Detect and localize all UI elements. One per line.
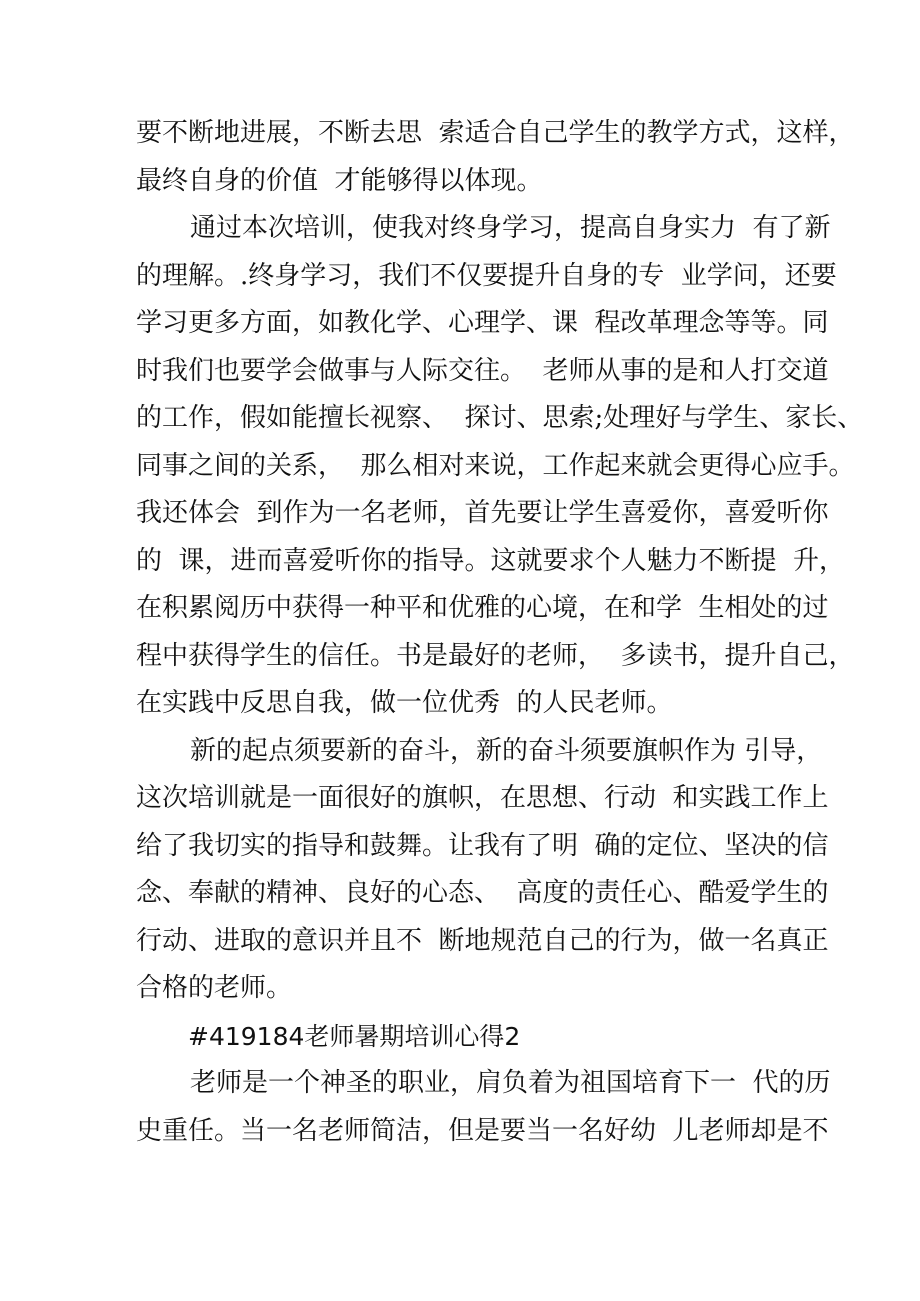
text-line: 在实践中反思自我，做一位优秀 的人民老师。 bbox=[136, 688, 673, 718]
text-line: 的理解。.终身学习，我们不仅要提升自身的专 业学问，还要 bbox=[136, 260, 837, 291]
paragraph bbox=[136, 205, 864, 728]
heading-text: #419184老师暑期培训心得2 bbox=[188, 1021, 521, 1051]
text-line: 的 课，进而喜爱听你的指导。这就要求个人魅力不断提 升， bbox=[136, 545, 846, 576]
text-line: 史重任。当一名老师简洁，但是要当一名好幼 儿老师却是不 bbox=[136, 1115, 829, 1146]
section-heading bbox=[136, 1013, 796, 1061]
text-line: 合格的老师。 bbox=[136, 973, 293, 1003]
text-line: 最终自身的价值 才能够得以体现。 bbox=[136, 165, 543, 196]
text-line: 我还体会 到作为一名老师，首先要让学生喜爱你，喜爱听你 bbox=[136, 498, 829, 528]
text-line: 时我们也要学会做事与人际交往。 老师从事的是和人打交道 bbox=[136, 355, 829, 386]
text-line: 通过本次培训，使我对终身学习，提高自身实力 有了新 bbox=[190, 213, 831, 243]
text-line: 念、奉献的精神、良好的心态、 高度的责任心、酷爱学生的 bbox=[136, 878, 829, 908]
text-line: 给了我切实的指导和鼓舞。让我有了明 确的定位、坚决的信 bbox=[136, 830, 829, 861]
paragraph bbox=[136, 728, 829, 1013]
text-line: 新的起点须要新的奋斗，新的奋斗须要旗帜作为 引导， bbox=[190, 735, 823, 766]
text-line: 要不断地进展，不断去思 索适合自己学生的教学方式，这样， bbox=[136, 118, 855, 148]
text-line: 的工作，假如能擅长视察、 探讨、思索;处理好与学生、家长、 bbox=[136, 403, 864, 433]
text-line: 老师是一个神圣的职业，肩负着为祖国培育下一 代的历 bbox=[190, 1068, 831, 1098]
text-line: 这次培训就是一面很好的旗帜，在思想、行动 和实践工作上 bbox=[136, 783, 829, 813]
text-line: 程中获得学生的信任。书是最好的老师， 多读书，提升自己， bbox=[136, 640, 855, 671]
text-line: 在积累阅历中获得一种平和优雅的心境，在和学 生相处的过 bbox=[136, 593, 829, 623]
text-line: 学习更多方面，如教化学、心理学、课 程改革理念等等。同 bbox=[136, 308, 829, 338]
text-line: 行动、进取的意识并且不 断地规范自己的行为，做一名真正 bbox=[136, 925, 829, 956]
paragraph bbox=[136, 110, 855, 205]
document-body bbox=[136, 110, 864, 1155]
paragraph bbox=[136, 1060, 831, 1155]
text-line: 同事之间的关系， 那么相对来说，工作起来就会更得心应手。 bbox=[136, 450, 855, 481]
